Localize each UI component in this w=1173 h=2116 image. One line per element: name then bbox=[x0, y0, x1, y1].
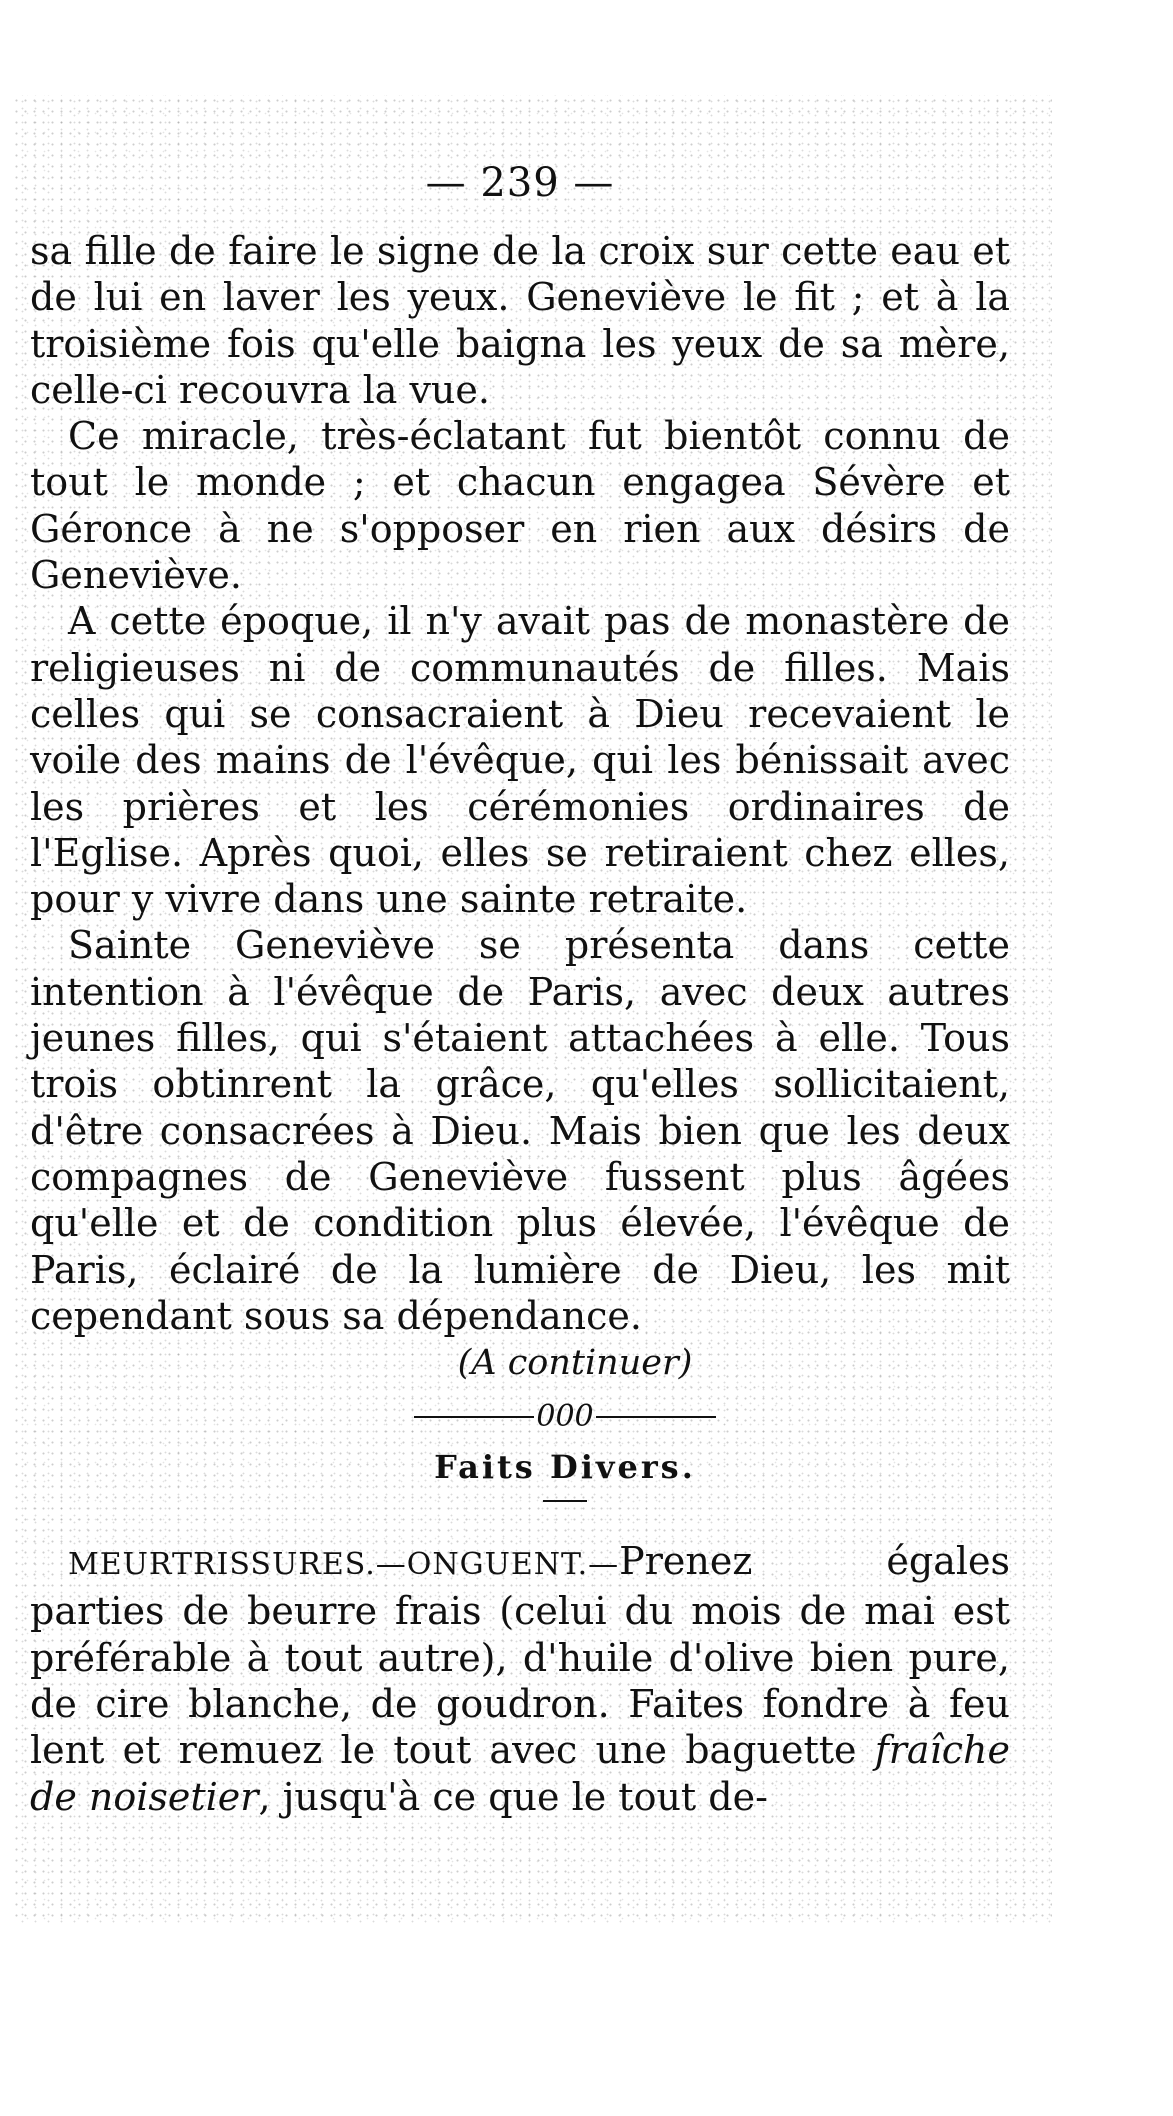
section-heading: Faits Divers. bbox=[434, 1448, 696, 1487]
paragraph-2: Ce miracle, très-éclatant fut bientôt connu de tout le monde ; et chacun engagea Sévère et Géronce à ne s'opposer en rien aux désirs de Geneviève. bbox=[30, 414, 1010, 598]
final-paragraph-end: , jusqu'à ce que le tout de- bbox=[258, 1774, 768, 1819]
heading-rule bbox=[543, 1500, 587, 1502]
page-content bbox=[30, 100, 1010, 1820]
ornament-line-right bbox=[596, 1416, 716, 1418]
ornament-line-left bbox=[414, 1416, 534, 1418]
paragraph-1: sa fille de faire le signe de la croix sur cette eau et de lui en laver les yeux. Geneviève le fit ; et à la troisième fois qu'elle baigna les yeux de sa mère, celle-ci recouvra la vue. bbox=[30, 229, 1010, 412]
section-ornament bbox=[30, 1399, 1010, 1434]
final-paragraph-italic: fraîche de noisetier bbox=[30, 1728, 1010, 1819]
final-paragraph bbox=[30, 1538, 1010, 1820]
page-number: — 239 — bbox=[425, 160, 615, 206]
ornament-text: 000 bbox=[536, 1399, 594, 1435]
paragraph-4: Sainte Geneviève se présenta dans cette intention à l'évêque de Paris, avec deux autres jeunes filles, qui s'étaient attachées à elle. Tous trois obtinrent la grâce, qu'elles sollicitaient, d'être consacrées à Dieu. Mais bien que les deux compagnes de Geneviève fussent plus âgées qu'elle et de condition plus élevée, l'évêque de Paris, éclairé de la lumière de Dieu, les mit cependant sous sa dépendance. bbox=[30, 923, 1010, 1338]
paragraph-3: A cette époque, il n'y avait pas de monastère de religieuses ni de communautés de filles. Mais celles qui se consacraient à Dieu recevaient le voile des mains de l'évêque, qui les bénissait avec les prières et les cérémonies ordinaires de l'Eglise. Après quoi, elles se retiraient chez elles, pour y vivre dans une sainte retraite. bbox=[30, 599, 1010, 922]
final-paragraph-text: Prenez égales parties de beurre frais (celui du mois de mai est préférable à tout autre), d'huile d'olive bien pure, de cire blanche, de goudron. Faites fondre à feu lent et remuez le tout avec une baguette bbox=[30, 1539, 1010, 1773]
final-paragraph-lead: MEURTRISSURES.—ONGUENT.— bbox=[68, 1547, 620, 1583]
continuation-note: (A continuer) bbox=[457, 1343, 693, 1384]
